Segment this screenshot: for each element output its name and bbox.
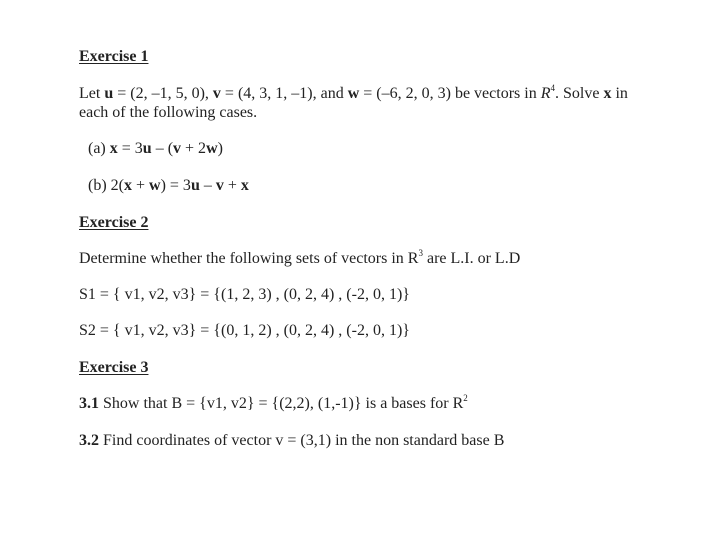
exercise-2-prompt: Determine whether the following sets of vectors in $R^3$ are L.I. or L.D	[79, 248, 521, 267]
exercise-1-intro: Let u = (2, –1, 5, 0), v = (4, 3, 1, –1), and w = (–6, 2, 0, 3) be vectors in $R^4$. Solve x in each of the following cases.	[79, 83, 628, 121]
exercise-3-heading: Exercise 3	[79, 359, 149, 376]
exercise-2-set-s1: S1 = { v1, v2, v3} = {(1, 2, 3) , (0, 2, 4) , (-2, 0, 1)}	[79, 286, 410, 303]
exercise-3-question-1: 3.1 Show that B = {v1, v2} = {(2,2), (1,-1)} is a bases for $R^2$	[79, 393, 468, 412]
question-number: 3.1	[79, 395, 99, 412]
exercise-1-heading: Exercise 1	[79, 48, 149, 65]
exercise-1-part-b: (b) 2(x + w) = 3u – v + x	[88, 177, 249, 194]
exercise-3-question-2: 3.2 Find coordinates of vector v = (3,1) in the non standard base B	[79, 432, 505, 449]
exercise-1-part-a: (a) x = 3u – (v + 2w)	[88, 140, 223, 157]
exercise-2-heading: Exercise 2	[79, 214, 149, 231]
question-number: 3.2	[79, 432, 99, 449]
exercise-2-set-s2: S2 = { v1, v2, v3} = {(0, 1, 2) , (0, 2, 4) , (-2, 0, 1)}	[79, 322, 410, 339]
